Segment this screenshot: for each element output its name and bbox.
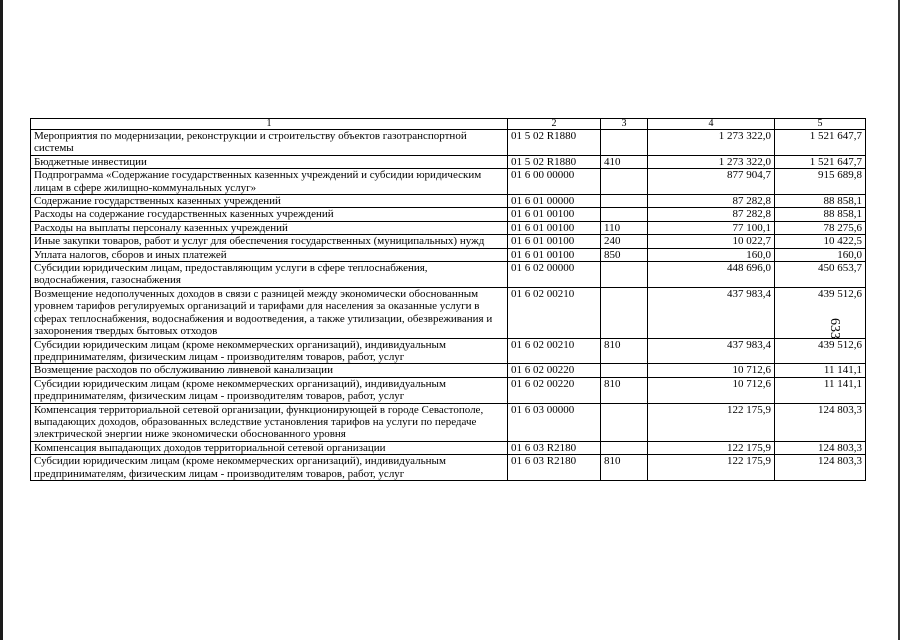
row-value-5: 1 521 647,7 <box>775 130 866 156</box>
table-row <box>31 235 866 248</box>
row-type: 810 <box>601 377 648 403</box>
row-type <box>601 441 648 454</box>
row-name: Мероприятия по модернизации, реконструкции и строительству объектов газотранспортной системы <box>31 130 508 156</box>
budget-table <box>30 118 866 481</box>
scan-edge-left <box>0 0 3 640</box>
table-row <box>31 208 866 221</box>
row-name: Субсидии юридическим лицам (кроме некоммерческих организаций), индивидуальным предпринимателям, физическим лицам - производителям товаров, работ, услуг <box>31 377 508 403</box>
table-row <box>31 403 866 441</box>
row-type: 410 <box>601 155 648 168</box>
row-code: 01 5 02 R1880 <box>508 130 601 156</box>
row-code: 01 6 01 00000 <box>508 195 601 208</box>
table-row <box>31 130 866 156</box>
row-type <box>601 364 648 377</box>
row-value-4: 10 022,7 <box>648 235 775 248</box>
table-row <box>31 195 866 208</box>
row-value-4: 877 904,7 <box>648 169 775 195</box>
row-value-4: 1 273 322,0 <box>648 130 775 156</box>
row-type: 110 <box>601 221 648 234</box>
row-code: 01 6 03 R2180 <box>508 441 601 454</box>
row-type <box>601 208 648 221</box>
row-value-5: 915 689,8 <box>775 169 866 195</box>
table-row <box>31 338 866 364</box>
row-type: 810 <box>601 455 648 481</box>
row-type <box>601 403 648 441</box>
row-name: Субсидии юридическим лицам (кроме некоммерческих организаций), индивидуальным предпринимателям, физическим лицам - производителям товаров, работ, услуг <box>31 338 508 364</box>
table-row <box>31 169 866 195</box>
row-type <box>601 169 648 195</box>
row-name: Компенсация территориальной сетевой организации, функционирующей в городе Севастополе, выпадающих доходов, образованных вследствие установления тарифов на услуги по передаче электрической энергии ниже экономически обоснованного уровня <box>31 403 508 441</box>
row-value-5: 439 512,6 <box>775 338 866 364</box>
row-code: 01 6 01 00100 <box>508 248 601 261</box>
row-value-4: 77 100,1 <box>648 221 775 234</box>
row-value-5: 1 521 647,7 <box>775 155 866 168</box>
header-col-2: 2 <box>508 119 601 130</box>
row-value-5: 11 141,1 <box>775 377 866 403</box>
row-code: 01 6 00 00000 <box>508 169 601 195</box>
table-row <box>31 377 866 403</box>
row-value-4: 87 282,8 <box>648 208 775 221</box>
row-name: Субсидии юридическим лицам (кроме некоммерческих организаций), индивидуальным предпринимателям, физическим лицам - производителям товаров, работ, услуг <box>31 455 508 481</box>
table-row <box>31 364 866 377</box>
row-name: Содержание государственных казенных учреждений <box>31 195 508 208</box>
row-value-4: 160,0 <box>648 248 775 261</box>
row-value-5: 124 803,3 <box>775 441 866 454</box>
row-name: Компенсация выпадающих доходов территориальной сетевой организации <box>31 441 508 454</box>
row-value-4: 437 983,4 <box>648 287 775 338</box>
row-value-4: 437 983,4 <box>648 338 775 364</box>
row-value-4: 87 282,8 <box>648 195 775 208</box>
row-type <box>601 195 648 208</box>
table-row <box>31 221 866 234</box>
row-name: Подпрограмма «Содержание государственных казенных учреждений и субсидии юридическим лицам в сфере жилищно-коммунальных услуг» <box>31 169 508 195</box>
table-row <box>31 248 866 261</box>
table-row <box>31 287 866 338</box>
row-code: 01 6 01 00100 <box>508 221 601 234</box>
row-code: 01 6 01 00100 <box>508 208 601 221</box>
row-value-4: 122 175,9 <box>648 403 775 441</box>
table-row <box>31 441 866 454</box>
row-name: Возмещение расходов по обслуживанию ливневой канализации <box>31 364 508 377</box>
row-value-5: 11 141,1 <box>775 364 866 377</box>
row-value-5: 160,0 <box>775 248 866 261</box>
row-value-5: 439 512,6 <box>775 287 866 338</box>
row-value-4: 10 712,6 <box>648 364 775 377</box>
row-type: 810 <box>601 338 648 364</box>
row-name: Уплата налогов, сборов и иных платежей <box>31 248 508 261</box>
row-value-4: 122 175,9 <box>648 455 775 481</box>
row-code: 01 6 03 R2180 <box>508 455 601 481</box>
table-row <box>31 262 866 288</box>
row-code: 01 6 02 00220 <box>508 377 601 403</box>
row-name: Расходы на содержание государственных казенных учреждений <box>31 208 508 221</box>
row-value-4: 10 712,6 <box>648 377 775 403</box>
row-value-4: 448 696,0 <box>648 262 775 288</box>
row-code: 01 6 02 00000 <box>508 262 601 288</box>
table-header-row <box>31 119 866 130</box>
row-name: Возмещение недополученных доходов в связи с разницей между экономически обоснованным уровнем тарифов регулируемых организаций и тарифами для населения за оказанные услуги в сферах теплоснабжения, водоснабжения и водоотведения, а также утилизации, обезвреживания и захоронения твердых бытовых отходов <box>31 287 508 338</box>
row-value-5: 10 422,5 <box>775 235 866 248</box>
row-code: 01 6 03 00000 <box>508 403 601 441</box>
header-col-1: 1 <box>31 119 508 130</box>
row-code: 01 6 02 00210 <box>508 338 601 364</box>
row-name: Иные закупки товаров, работ и услуг для обеспечения государственных (муниципальных) нужд <box>31 235 508 248</box>
header-col-4: 4 <box>648 119 775 130</box>
row-value-5: 124 803,3 <box>775 455 866 481</box>
row-type <box>601 287 648 338</box>
row-name: Расходы на выплаты персоналу казенных учреждений <box>31 221 508 234</box>
budget-table-body <box>31 119 866 481</box>
row-type <box>601 262 648 288</box>
row-code: 01 6 02 00220 <box>508 364 601 377</box>
header-col-3: 3 <box>601 119 648 130</box>
table-row <box>31 155 866 168</box>
row-value-4: 122 175,9 <box>648 441 775 454</box>
row-value-5: 78 275,6 <box>775 221 866 234</box>
row-name: Бюджетные инвестиции <box>31 155 508 168</box>
table-row <box>31 455 866 481</box>
row-value-5: 450 653,7 <box>775 262 866 288</box>
row-value-5: 88 858,1 <box>775 195 866 208</box>
row-name: Субсидии юридическим лицам, предоставляющим услуги в сфере теплоснабжения, водоснабжения, газоснабжения <box>31 262 508 288</box>
row-value-5: 88 858,1 <box>775 208 866 221</box>
row-type: 240 <box>601 235 648 248</box>
row-value-4: 1 273 322,0 <box>648 155 775 168</box>
header-col-5: 5 <box>775 119 866 130</box>
row-code: 01 5 02 R1880 <box>508 155 601 168</box>
row-code: 01 6 02 00210 <box>508 287 601 338</box>
row-type <box>601 130 648 156</box>
page-number: 633 <box>827 318 842 339</box>
row-code: 01 6 01 00100 <box>508 235 601 248</box>
row-value-5: 124 803,3 <box>775 403 866 441</box>
row-type: 850 <box>601 248 648 261</box>
